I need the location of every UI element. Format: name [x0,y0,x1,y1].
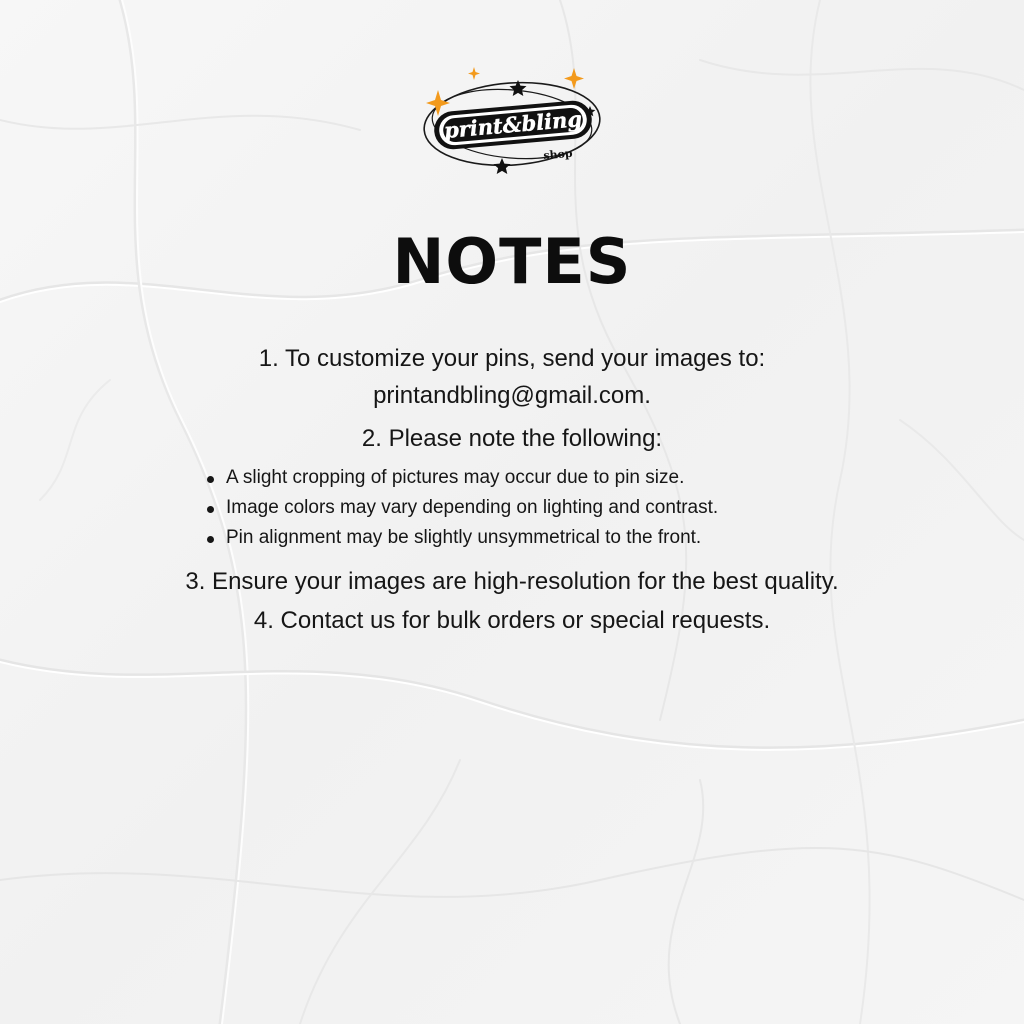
note-item-1: 1. To customize your pins, send your images to: printandbling@gmail.com. [258,345,766,409]
logo-sub: shop [542,146,574,163]
bullet-item: Pin alignment may be slightly unsymmetrical to the front. [206,523,864,553]
bullet-item: A slight cropping of pictures may occur due to pin size. [206,463,864,493]
note-item-3: 3. Ensure your images are high-resolution for the best quality. [185,568,839,595]
orange-sparkle-icon [564,68,584,89]
note-bullet-list [206,463,864,553]
page-title: NOTES [392,225,632,298]
notes-content [160,340,864,639]
brand-logo [412,62,612,186]
logo-wordmark: print&bling [443,106,583,143]
orange-sparkle-icon [426,90,450,116]
note-item-4: 4. Contact us for bulk orders or special requests. [253,607,771,634]
orange-sparkle-icon [468,67,480,80]
bullet-item: Image colors may vary depending on lighting and contrast. [206,493,864,523]
black-star-icon [494,158,511,174]
note-item-2: 2. Please note the following: [361,425,663,452]
